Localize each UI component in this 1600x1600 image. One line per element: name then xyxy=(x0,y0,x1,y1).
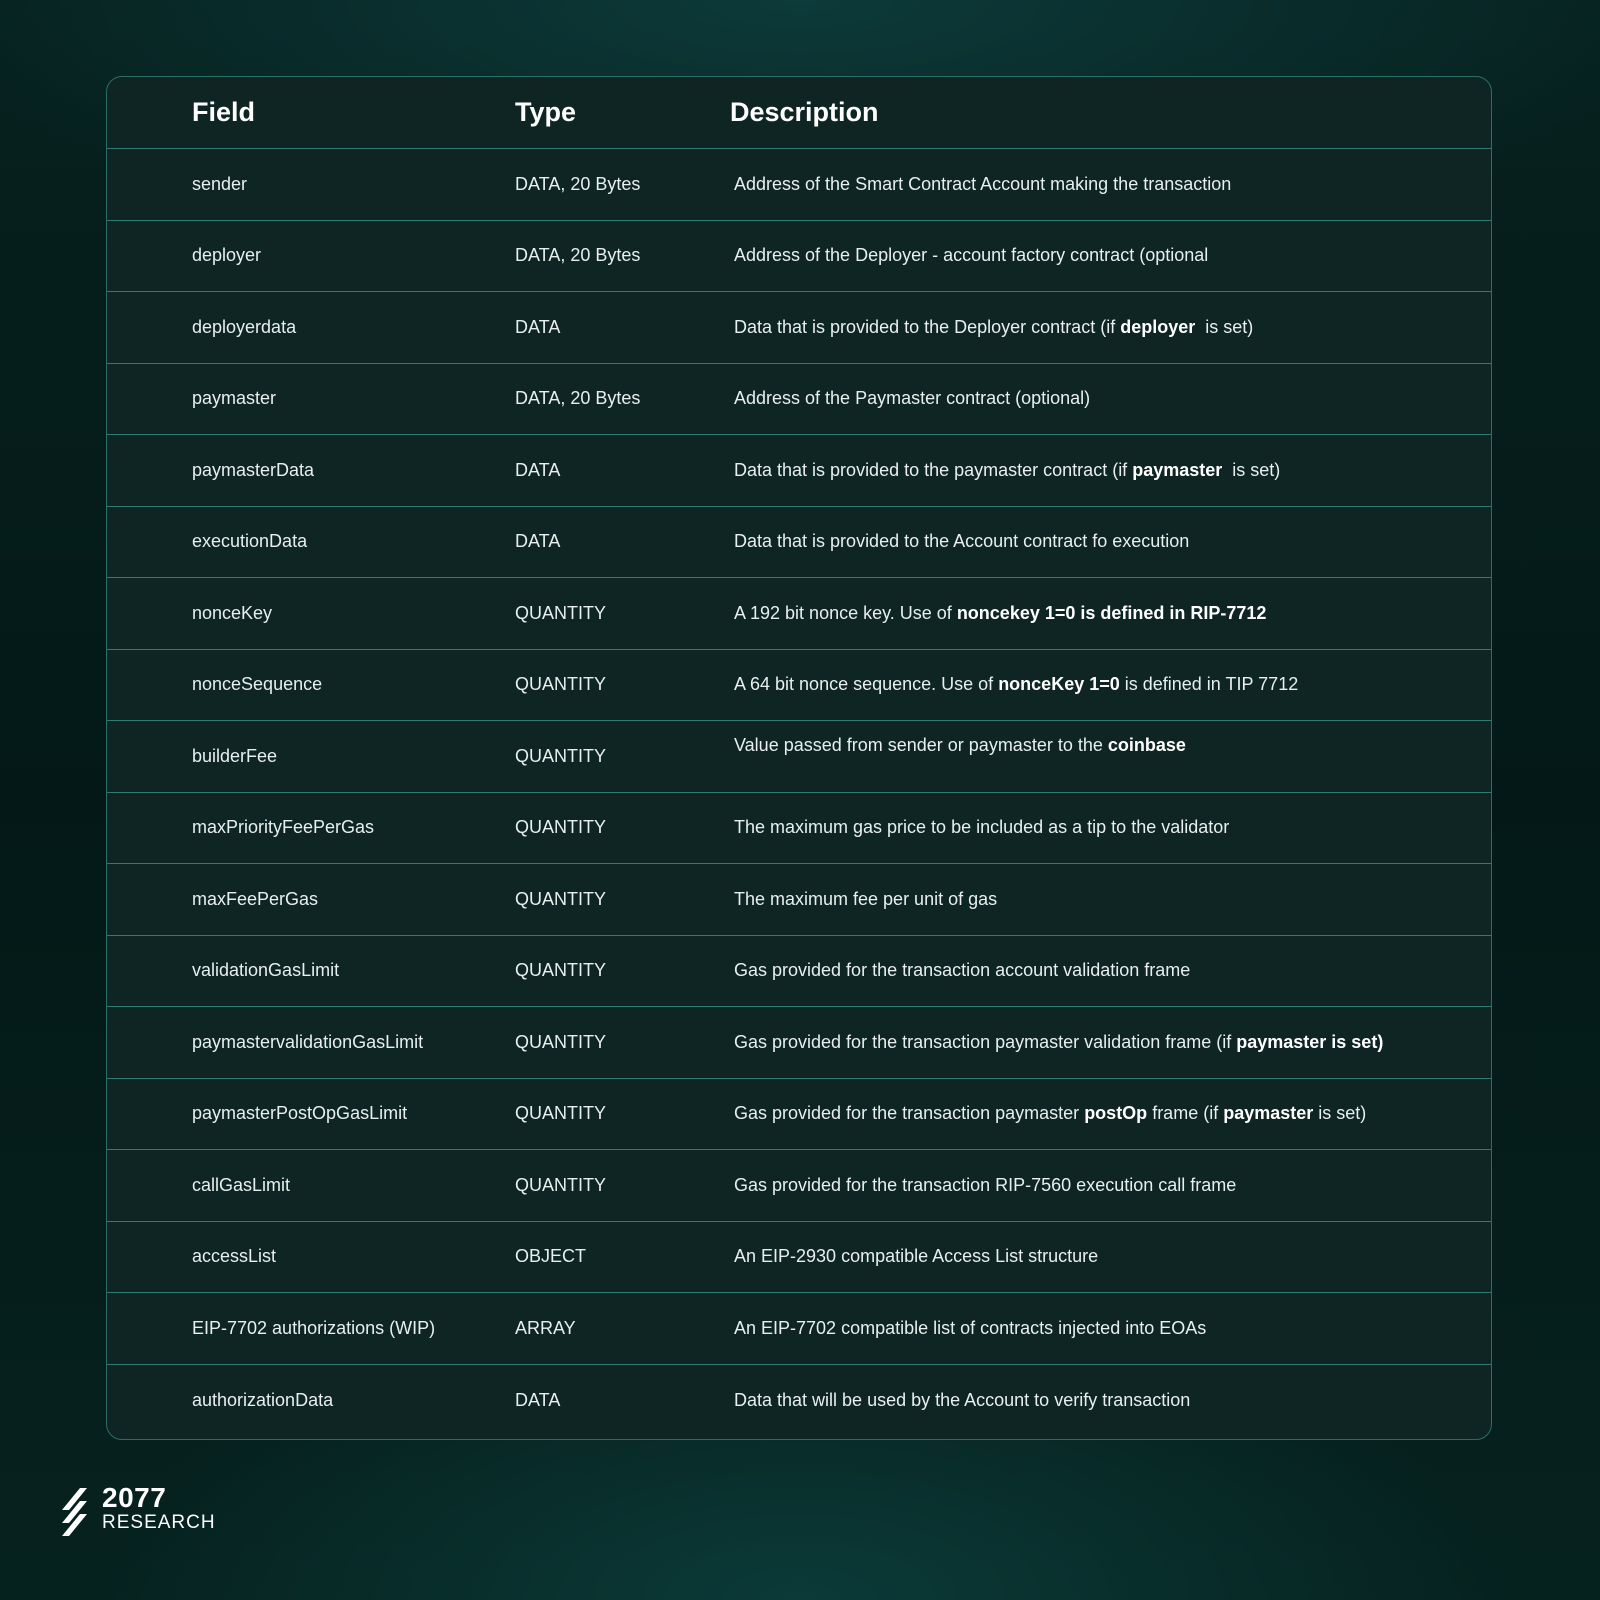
type-cell: OBJECT xyxy=(515,1246,587,1267)
description-bold-term: paymaster is set) xyxy=(1236,1031,1384,1052)
table-row xyxy=(107,1007,1491,1079)
table-row xyxy=(107,1079,1491,1151)
description-bold-term: nonceKey 1=0 xyxy=(998,674,1120,695)
header-type: Type xyxy=(515,97,577,127)
type-cell: QUANTITY xyxy=(515,602,607,623)
table-row xyxy=(107,507,1491,579)
description-text: Data that is provided to the paymaster contract (if xyxy=(734,459,1133,480)
header-field: Field xyxy=(192,97,256,127)
table-row xyxy=(107,793,1491,865)
field-cell: callGasLimit xyxy=(192,1174,291,1195)
description-text: is defined in TIP 7712 xyxy=(1119,674,1299,695)
field-cell: authorizationData xyxy=(192,1389,334,1410)
description-cell xyxy=(734,889,997,910)
description-text: frame (if xyxy=(1147,1103,1224,1124)
table-row xyxy=(107,936,1491,1008)
description-text: Gas provided for the transaction account validation frame xyxy=(734,960,1191,981)
description-bold-term: deployer xyxy=(1120,316,1196,337)
field-cell: paymasterPostOpGasLimit xyxy=(192,1103,408,1124)
table-row xyxy=(107,721,1491,793)
description-text: Address of the Smart Contract Account making the transaction xyxy=(734,173,1232,194)
table-row xyxy=(107,292,1491,364)
description-cell xyxy=(734,1103,1366,1124)
field-cell: EIP-7702 authorizations (WIP) xyxy=(192,1317,436,1338)
description-cell xyxy=(734,735,1186,756)
description-cell xyxy=(734,603,1266,624)
description-text: Address of the Paymaster contract (optional) xyxy=(734,388,1091,409)
description-text: is set) xyxy=(1222,459,1281,480)
type-cell: DATA xyxy=(515,459,561,480)
description-cell xyxy=(734,245,1208,266)
description-text: The maximum fee per unit of gas xyxy=(734,888,998,909)
description-bold-term: postOp xyxy=(1084,1103,1148,1124)
description-cell xyxy=(734,1175,1236,1196)
table-row xyxy=(107,1365,1491,1437)
field-cell: nonceKey xyxy=(192,602,273,623)
description-cell xyxy=(734,960,1190,981)
description-text: An EIP-7702 compatible list of contracts injected into EOAs xyxy=(734,1317,1207,1338)
table-row xyxy=(107,650,1491,722)
type-cell: QUANTITY xyxy=(515,888,607,909)
field-cell: accessList xyxy=(192,1246,277,1267)
description-text: The maximum gas price to be included as a tip to the validator xyxy=(734,817,1230,838)
type-cell: DATA, 20 Bytes xyxy=(515,245,641,266)
type-cell: DATA, 20 Bytes xyxy=(515,173,641,194)
type-cell: ARRAY xyxy=(515,1317,576,1338)
description-text: Gas provided for the transaction paymaster validation frame (if xyxy=(734,1031,1237,1052)
description-text: A 64 bit nonce sequence. Use of xyxy=(734,674,999,695)
type-cell: QUANTITY xyxy=(515,960,607,981)
type-cell: QUANTITY xyxy=(515,745,607,766)
field-cell: deployerdata xyxy=(192,316,297,337)
description-text: Data that is provided to the Deployer contract (if xyxy=(734,316,1121,337)
description-bold-term: paymaster xyxy=(1223,1103,1314,1124)
description-text: Value passed from sender or paymaster to the xyxy=(734,735,1108,755)
field-cell: paymastervalidationGasLimit xyxy=(192,1031,424,1052)
description-bold-term: coinbase xyxy=(1107,735,1186,755)
description-cell xyxy=(734,174,1231,195)
description-bold-term: paymaster xyxy=(1132,459,1223,480)
table-row xyxy=(107,149,1491,221)
spec-table xyxy=(106,76,1492,1440)
description-text: Address of the Deployer - account factory contract (optional xyxy=(734,245,1209,266)
type-cell: QUANTITY xyxy=(515,674,607,695)
table-row xyxy=(107,864,1491,936)
field-cell: maxPriorityFeePerGas xyxy=(192,817,375,838)
field-cell: nonceSequence xyxy=(192,674,323,695)
type-cell: QUANTITY xyxy=(515,1031,607,1052)
description-cell xyxy=(734,1032,1383,1053)
type-cell: DATA, 20 Bytes xyxy=(515,388,641,409)
type-cell: QUANTITY xyxy=(515,817,607,838)
table-row xyxy=(107,1150,1491,1222)
description-text: Gas provided for the transaction paymaster xyxy=(734,1103,1085,1124)
description-text: Gas provided for the transaction RIP-7560 execution call frame xyxy=(734,1174,1237,1195)
type-cell: DATA xyxy=(515,531,561,552)
field-cell: validationGasLimit xyxy=(192,960,340,981)
description-cell xyxy=(734,1318,1206,1339)
description-cell xyxy=(734,674,1298,695)
type-cell: DATA xyxy=(515,316,561,337)
description-cell xyxy=(734,388,1090,409)
stripes-logo-icon xyxy=(62,1488,88,1536)
table-header xyxy=(107,77,1491,149)
header-description: Description xyxy=(730,97,879,127)
field-cell: deployer xyxy=(192,245,262,266)
type-cell: QUANTITY xyxy=(515,1103,607,1124)
table-row xyxy=(107,435,1491,507)
description-text: is set) xyxy=(1313,1103,1367,1124)
field-cell: executionData xyxy=(192,531,308,552)
type-cell: QUANTITY xyxy=(515,1174,607,1195)
description-text: An EIP-2930 compatible Access List structure xyxy=(734,1246,1099,1267)
description-text: is set) xyxy=(1195,316,1254,337)
field-cell: sender xyxy=(192,173,248,194)
description-cell xyxy=(734,531,1189,552)
description-cell xyxy=(734,1390,1190,1411)
description-cell xyxy=(734,1246,1098,1267)
field-cell: maxFeePerGas xyxy=(192,888,319,909)
description-text: Data that will be used by the Account to verify transaction xyxy=(734,1389,1191,1410)
description-text: Data that is provided to the Account contract fo execution xyxy=(734,531,1190,552)
table-row xyxy=(107,1293,1491,1365)
table-body xyxy=(107,149,1491,1436)
field-cell: paymasterData xyxy=(192,459,315,480)
logo-number: 2077 xyxy=(102,1482,167,1513)
table-row xyxy=(107,578,1491,650)
table-row xyxy=(107,1222,1491,1294)
description-cell xyxy=(734,460,1280,481)
description-cell xyxy=(734,317,1253,338)
description-cell xyxy=(734,817,1229,838)
type-cell: DATA xyxy=(515,1389,561,1410)
logo-word: RESEARCH xyxy=(102,1512,216,1533)
brand-logo xyxy=(62,1484,222,1540)
description-text: A 192 bit nonce key. Use of xyxy=(734,602,957,623)
field-cell: builderFee xyxy=(192,745,278,766)
description-bold-term: noncekey 1=0 is defined in RIP-7712 xyxy=(956,602,1267,623)
field-cell: paymaster xyxy=(192,388,277,409)
table-row xyxy=(107,364,1491,436)
table-row xyxy=(107,221,1491,293)
